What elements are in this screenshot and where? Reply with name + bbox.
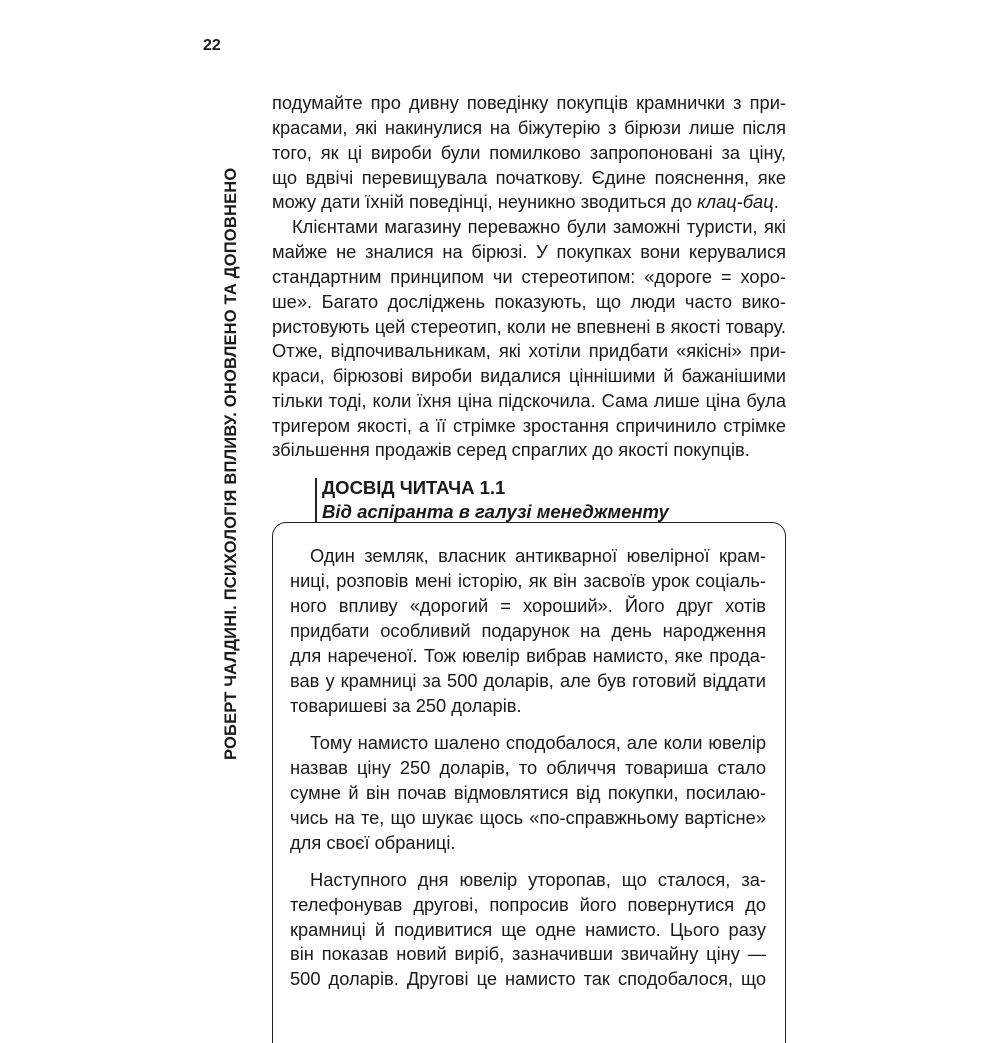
page-number: 22: [203, 37, 221, 54]
text-line: Тому намисто шалено сподобалося, але коли ювелір: [310, 732, 766, 753]
text-line: крамниці й подивитися ще одне намисто. Цього разу: [290, 919, 766, 940]
text-line: збільшення продажів серед спраглих до якості покупців.: [272, 439, 750, 460]
text-line: що вдвічі перевищувала початкову. Єдине пояснення, яке: [272, 167, 786, 188]
text-line: він показав новий виріб, зазначивши звичайну ціну —: [290, 943, 766, 964]
text-line: краси, бірюзові вироби видалися ціннішими й бажанішими: [272, 365, 786, 386]
text-line: тригером якості, а її стрімке зростання спричинило стрімке: [272, 415, 786, 436]
text-line: [272, 191, 786, 213]
text-line: товаришеві за 250 доларів.: [290, 695, 522, 716]
text-line: Один земляк, власник антикварної ювелірної крам-: [310, 545, 766, 566]
italic-term: клац-бац: [697, 191, 774, 212]
text-line: ного впливу «дорогий = хороший». Його друг хотів: [290, 595, 766, 616]
text-line: ристовують цей стереотип, коли не впевнені в якості товару.: [272, 316, 786, 337]
text-line: назвав ціну 250 доларів, то обличчя товариша стало: [290, 757, 766, 778]
text-line: того, як ці вироби були помилково запропоновані за ціну,: [272, 142, 786, 163]
text-line: телефонував другові, попросив його повернутися до: [290, 894, 766, 915]
text-segment: можу дати їхній поведінці, неуникно зводиться до: [272, 191, 698, 212]
text-line: сумне й він почав відмовлятися від покупки, посилаю-: [290, 782, 766, 803]
sidebar-title: ДОСВІД ЧИТАЧА 1.1: [322, 477, 506, 498]
text-line: чись на те, що шукає щось «по-справжньому вартісне»: [290, 807, 766, 828]
heading-bar: [315, 478, 317, 522]
text-line: ше». Багато досліджень показують, що люди часто вико-: [272, 291, 786, 312]
running-head: РОБЕРТ ЧАЛДИНІ. ПСИХОЛОГІЯ ВПЛИВУ. ОНОВЛЕНО ТА ДОПОВНЕНО: [222, 167, 240, 760]
text-line: придбати особливий подарунок на день народження: [290, 620, 766, 641]
text-line: стандартним принципом чи стереотипом: «дороге = хоро-: [272, 266, 786, 287]
text-line: 500 доларів. Другові це намисто так сподобалося, що: [290, 968, 766, 989]
text-line: майже не зналися на бірюзі. У покупках вони керувалися: [272, 241, 786, 262]
text-line: подумайте про дивну поведінку покупців крамнички з при-: [272, 92, 786, 113]
text-segment: .: [773, 191, 779, 212]
text-line: красами, які накинулися на біжутерію з бірюзи лише після: [272, 117, 786, 138]
text-line: Клієнтами магазину переважно були заможні туристи, які: [292, 216, 786, 237]
text-line: для своєї обраниці.: [290, 832, 456, 853]
text-line: Отже, відпочивальникам, які хотіли придбати «якісні» при-: [272, 340, 786, 361]
text-line: вав у крамниці за 500 доларів, але був готовий віддати: [290, 670, 766, 691]
text-line: Наступного дня ювелір уторопав, що сталося, за-: [310, 869, 766, 890]
sidebar-subtitle: Від аспіранта в галузі менеджменту: [322, 501, 669, 522]
text-line: тільки тоді, коли їхня ціна підскочила. Сама лише ціна була: [272, 390, 786, 411]
text-line: ниці, розповів мені історію, як він засвоїв урок соціаль-: [290, 570, 766, 591]
text-line: для нареченої. Тож ювелір вибрав намисто, яке прода-: [290, 645, 766, 666]
